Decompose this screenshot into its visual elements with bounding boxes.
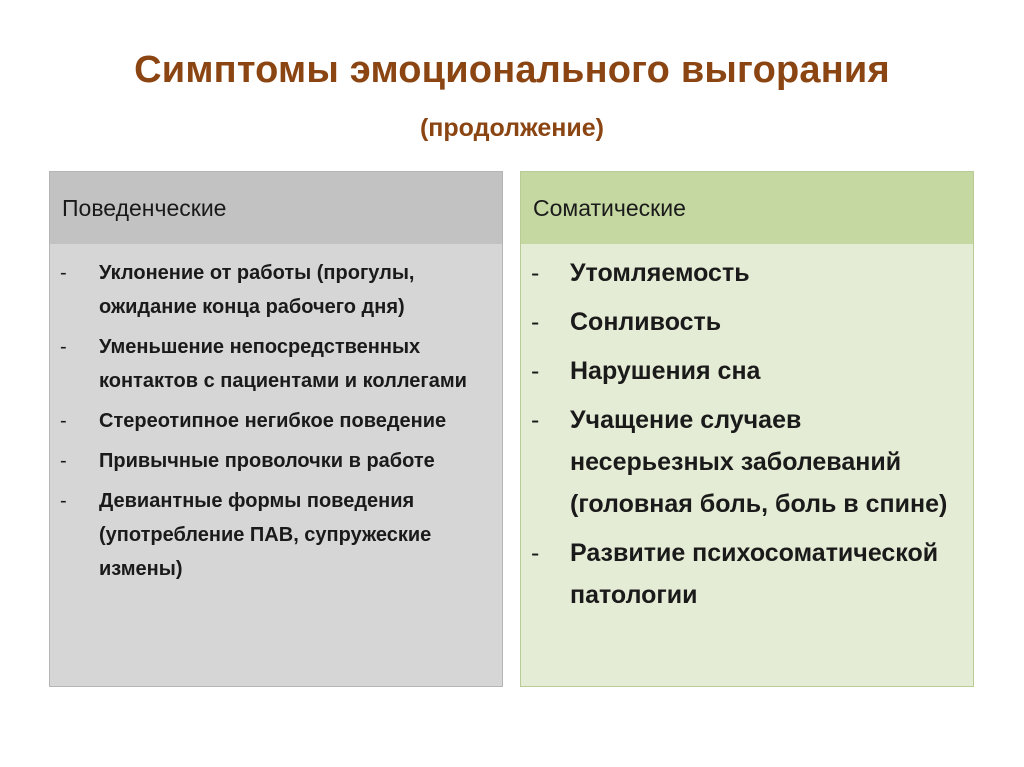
bullet-dash: -: [60, 262, 67, 284]
list-item: [60, 484, 492, 586]
somatic-list: [531, 252, 963, 616]
list-item-text: Утомляемость: [570, 259, 750, 287]
somatic-symptoms-panel: [520, 171, 974, 687]
bullet-dash: -: [531, 357, 540, 385]
bullet-dash: -: [531, 308, 540, 336]
list-item-text: Уклонение от работы (прогулы, ожидание конца рабочего дня): [99, 262, 415, 318]
slide-title: Симптомы эмоционального выгорания: [134, 49, 890, 91]
list-item-text: Привычные проволочки в работе: [99, 450, 435, 472]
list-item: [60, 444, 492, 478]
list-item: [60, 256, 492, 324]
list-item-text: Нарушения сна: [570, 357, 761, 385]
behavioral-symptoms-panel: [49, 171, 503, 687]
somatic-heading: Соматические: [521, 172, 973, 244]
list-item: [531, 301, 963, 343]
list-item: [531, 350, 963, 392]
bullet-dash: -: [531, 406, 540, 434]
list-item: [531, 532, 963, 616]
somatic-list-body: [521, 244, 973, 686]
list-item-text: Учащение случаев несерьезных заболеваний (головная боль, боль в спине): [570, 406, 948, 518]
bullet-dash: -: [531, 539, 540, 567]
bullet-dash: -: [60, 410, 67, 432]
behavioral-heading: Поведенческие: [50, 172, 502, 244]
list-item-text: Стереотипное негибкое поведение: [99, 410, 447, 432]
bullet-dash: -: [531, 259, 540, 287]
bullet-dash: -: [60, 336, 67, 358]
behavioral-list-body: [50, 244, 502, 686]
list-item: [60, 330, 492, 398]
list-item: [60, 404, 492, 438]
slide-subtitle: (продолжение): [419, 114, 605, 142]
list-item-text: Девиантные формы поведения (употребление ПАВ, супружеские измены): [99, 490, 432, 580]
list-item-text: Развитие психосоматической патологии: [570, 539, 939, 609]
list-item-text: Сонливость: [570, 308, 722, 336]
list-item: [531, 252, 963, 294]
behavioral-list: [60, 256, 492, 586]
list-item: [531, 399, 963, 525]
bullet-dash: -: [60, 490, 67, 512]
slide-title-block: [0, 44, 1024, 148]
list-item-text: Уменьшение непосредственных контактов с пациентами и коллегами: [99, 336, 467, 392]
bullet-dash: -: [60, 450, 67, 472]
